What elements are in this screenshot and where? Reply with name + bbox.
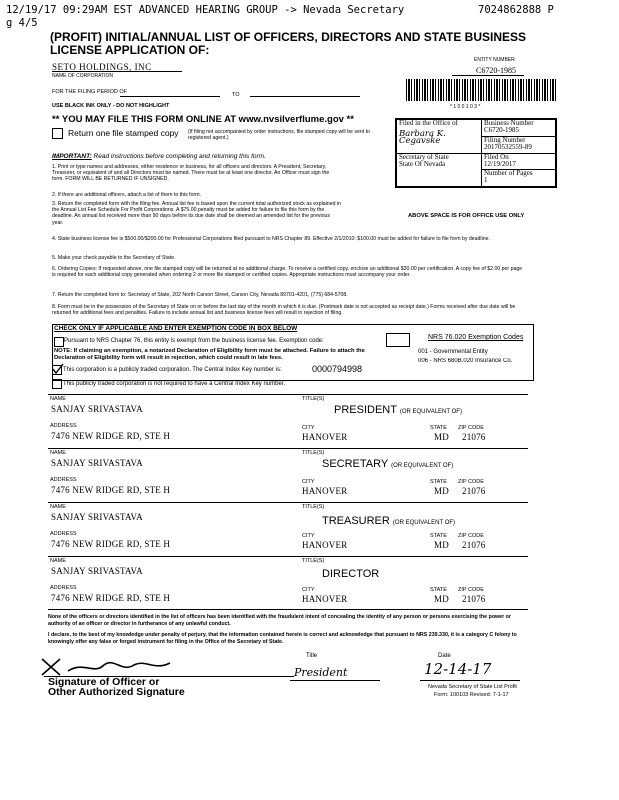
officer-address-label: ADDRESS (50, 423, 77, 429)
entity-number-label: ENTITY NUMBER (474, 57, 515, 63)
date-handwritten: 12-14-17 (424, 660, 492, 678)
officer-zip: 21076 (462, 540, 486, 550)
black-ink-notice: USE BLACK INK ONLY - DO NOT HIGHLIGHT (52, 103, 170, 109)
instruction-8: 8. Form must be in the possession of the Secretary of State on or before the last day of the month in which it is due. (Postmark date is not accepted as receipt date.) Forms received after due date will be returned for additional fees and penalties. Failure to include annual list and business license fees will result in rejection of filing. (52, 304, 516, 317)
officer-equiv-label: (OR EQUIVALENT OF) (399, 409, 462, 415)
officer-zip: 21076 (462, 432, 486, 442)
perjury-statement: I declare, to the best of my knowledge under penalty of perjury, that the information contained herein is correct and acknowledge that pursuant to NRS 239.330, it is a category C felony to knowingly offer any false or forged instrument for filing in the Office of the Secretary of State. (48, 632, 517, 645)
officer-city-label: CITY (302, 425, 315, 431)
cik-number: 0000794998 (312, 364, 363, 374)
publicly-traded-checkbox[interactable] (52, 365, 62, 375)
return-copy-note: (If filing not accompanied by order instructions, file stamped copy will be sent to registered agent.) (188, 129, 370, 142)
officer-title-label: TITLE(S) (302, 396, 325, 402)
online-notice: ** YOU MAY FILE THIS FORM ONLINE AT www.nvsilverflume.gov ** (52, 114, 354, 125)
officer-equiv-label: (OR EQUIVALENT OF) (392, 520, 456, 526)
officer-zip-label: ZIP CODE (458, 587, 484, 593)
officer-name-label: NAME (50, 450, 66, 456)
to-label: TO (232, 92, 240, 98)
officer-zip-label: ZIP CODE (458, 479, 484, 485)
officer-city-label: CITY (302, 479, 315, 485)
officer-zip-label: ZIP CODE (458, 533, 484, 539)
exemption-code-input[interactable] (386, 333, 410, 347)
officer-block-1 (48, 394, 528, 447)
officer-equiv-label: (OR EQUIVALENT OF) (391, 463, 454, 469)
nrs76-text: Pursuant to NRS Chapter 76, this entity is exempt from the business license fee. Exemption code: (64, 338, 324, 344)
officer-city-label: CITY (302, 533, 315, 539)
secretary-of-state: Secretary of State (399, 152, 449, 161)
title-label: Title (306, 653, 318, 659)
officer-title: TREASURER (322, 515, 390, 527)
fax-header-line: 12/19/17 09:29AM EST ADVANCED HEARING GROUP -> Nevada Secretary (6, 4, 405, 16)
officer-zip: 21076 (462, 594, 486, 604)
signature-label-2: Other Authorized Signature (48, 686, 185, 698)
exemption-code-006: 006 - NRS 680B.020 Insurance Co. (418, 358, 513, 364)
filing-period-label: FOR THE FILING PERIOD OF (52, 89, 128, 95)
officer-city: HANOVER (302, 540, 348, 550)
entity-number: C6720-1985 (476, 66, 516, 75)
instruction-4: 4. State business license fee is $500.00/$200.00 for Professional Corporations filed pursuant to NRS Chapter 89. Effective 2/1/2010: $100.00 must be added for failure to file form by deadline. (52, 236, 490, 242)
officer-title: PRESIDENT (334, 404, 397, 416)
instruction-5: 5. Make your check payable to the Secretary of State. (52, 255, 176, 261)
fax-page: g 4/5 (6, 17, 38, 29)
officer-address: 7476 NEW RIDGE RD, STE H (51, 539, 171, 549)
officer-name-label: NAME (50, 504, 66, 510)
officer-state-label: STATE (430, 533, 447, 539)
exemption-code-001: 001 - Governmental Entity (418, 349, 488, 355)
state-of-nevada: State Of Nevada (399, 159, 446, 168)
officer-name: SANJAY SRIVASTAVA (51, 512, 143, 522)
form-ref-2: Form: 100103 Revised: 7-1-17 (434, 692, 509, 698)
officer-block-2 (48, 448, 528, 501)
pages-label: Number of Pages (484, 169, 533, 178)
officer-address: 7476 NEW RIDGE RD, STE H (51, 593, 171, 603)
instruction-7: 7. Return the completed form to: Secretary of State, 202 North Carson Street, Carson City, Nevada 89701-4201, (775) 684-5708. (52, 292, 348, 298)
barcode (406, 79, 556, 101)
officer-address-label: ADDRESS (50, 477, 77, 483)
officer-state: MD (434, 486, 449, 496)
officer-name: SANJAY SRIVASTAVA (51, 566, 143, 576)
important-text: Read instructions before completing and returning this form. (93, 153, 266, 160)
form-ref-1: Nevada Secretary of State List Profit (428, 684, 517, 690)
officer-title-label: TITLE(S) (302, 504, 325, 510)
exemption-codes-title: NRS 76.020 Exemption Codes (428, 334, 524, 341)
officer-state: MD (434, 432, 449, 442)
business-number-label: Business Number (484, 119, 534, 127)
officer-name-label: NAME (50, 396, 66, 402)
return-copy-label: Return one file stamped copy (68, 128, 179, 138)
officer-name: SANJAY SRIVASTAVA (51, 404, 143, 414)
publicly-traded-text: This corporation is a publicly traded corporation. The Central Index Key number is: (63, 367, 282, 373)
barcode-caption: * 1 0 0 1 0 3 * (450, 104, 481, 110)
filed-stamp-box (395, 118, 557, 188)
filed-on: 12/19/2017 (484, 159, 516, 168)
officer-city: HANOVER (302, 594, 348, 604)
signature-label-1: Signature of Officer or (48, 676, 160, 688)
officer-title-label: TITLE(S) (302, 558, 325, 564)
officer-address: 7476 NEW RIDGE RD, STE H (51, 485, 171, 495)
officer-title: DIRECTOR (322, 568, 380, 580)
title-handwritten: President (294, 666, 348, 679)
officer-title-label: TITLE(S) (302, 450, 325, 456)
officer-address: 7476 NEW RIDGE RD, STE H (51, 431, 171, 441)
officer-state: MD (434, 594, 449, 604)
business-number: C6720-1985 (484, 126, 519, 134)
date-label: Date (438, 653, 451, 659)
filed-on-label: Filed On (484, 152, 509, 161)
exemption-note: NOTE: If claiming an exemption, a notarized Declaration of Eligibility form must be attached. Failure to attach the Declaration of Eligibility form will result in rejection, which could result in late fees. (54, 348, 365, 361)
office-use-only: ABOVE SPACE IS FOR OFFICE USE ONLY (408, 213, 525, 219)
officer-title: SECRETARY (322, 458, 389, 470)
officer-name: SANJAY SRIVASTAVA (51, 458, 143, 468)
officer-city: HANOVER (302, 432, 348, 442)
fax-number: 7024862888 P (478, 4, 554, 16)
instruction-1: 1. Print or type names and addresses, either residence or business, for all officers and directors. A President, Secretary, Treasurer, or equivalent of and all Directors must be named. There must be at least one director. An Officer must sign the form. FORM WILL BE RETURNED IF UNSIGNED. (52, 164, 330, 183)
important-label: IMPORTANT: (52, 153, 92, 160)
officer-state: MD (434, 540, 449, 550)
officer-zip: 21076 (462, 486, 486, 496)
not-required-text: This publicly traded corporation is not required to have a Central Index Key number. (63, 381, 286, 387)
not-required-checkbox[interactable] (52, 379, 62, 389)
officer-address-label: ADDRESS (50, 531, 77, 537)
exemption-header: CHECK ONLY IF APPLICABLE AND ENTER EXEMPTION CODE IN BOX BELOW (54, 325, 298, 332)
instruction-2: 2. If there are additional officers, attach a list of them to this form. (52, 192, 201, 198)
instruction-6: 6. Ordering Copies: If requested above, one file stamped copy will be returned at no additional charge. To receive a certified copy, enclose an additional $30.00 per certification. A copy fee of $2.00 per page is required for each additional copy generated when ordering 2 or more file stamped or certified copies. Appropriate instructions must accompany your order. (52, 266, 523, 279)
sos-signature: Barbara K. Cegavske (399, 129, 446, 146)
officer-city: HANOVER (302, 486, 348, 496)
officer-state-label: STATE (430, 425, 447, 431)
filing-number: 20170532559-89 (484, 142, 532, 151)
pages: 1 (484, 176, 488, 185)
filing-number-label: Filing Number (484, 135, 526, 144)
officer-address-label: ADDRESS (50, 585, 77, 591)
corp-name-label: NAME OF CORPORATION (52, 73, 114, 79)
instruction-3: 3. Return the completed form with the filing fee. Annual list fee is based upon the current total authorized stock as explained in the Annual List Fee Schedule For Profit Corporations. A $75.00 penalty must be added for failure to file this form by the deadline. An annual list received more than 90 days before its due date shall be deemed an amended list for the previous year. (52, 201, 341, 226)
form-title-line2: LICENSE APPLICATION OF: (50, 43, 210, 57)
corp-name: SETO HOLDINGS, INC (52, 62, 152, 72)
fraud-statement: None of the officers or directors identified in the list of officers has been identified with the fraudulent intent of concealing the identity of any person or persons exercising the power or authority of an officer or director in furtherance of any unlawful conduct. (48, 614, 511, 627)
officer-state-label: STATE (430, 587, 447, 593)
return-copy-checkbox[interactable] (52, 128, 63, 139)
officer-state-label: STATE (430, 479, 447, 485)
officer-city-label: CITY (302, 587, 315, 593)
officer-block-4 (48, 556, 528, 610)
officer-block-3 (48, 502, 528, 555)
form-title-line1: (PROFIT) INITIAL/ANNUAL LIST OF OFFICERS, DIRECTORS AND STATE BUSINESS (50, 30, 527, 44)
filed-in-office: Filed in the Office of (399, 119, 458, 127)
officer-name-label: NAME (50, 558, 66, 564)
nrs76-checkbox[interactable] (54, 337, 64, 347)
officer-zip-label: ZIP CODE (458, 425, 484, 431)
